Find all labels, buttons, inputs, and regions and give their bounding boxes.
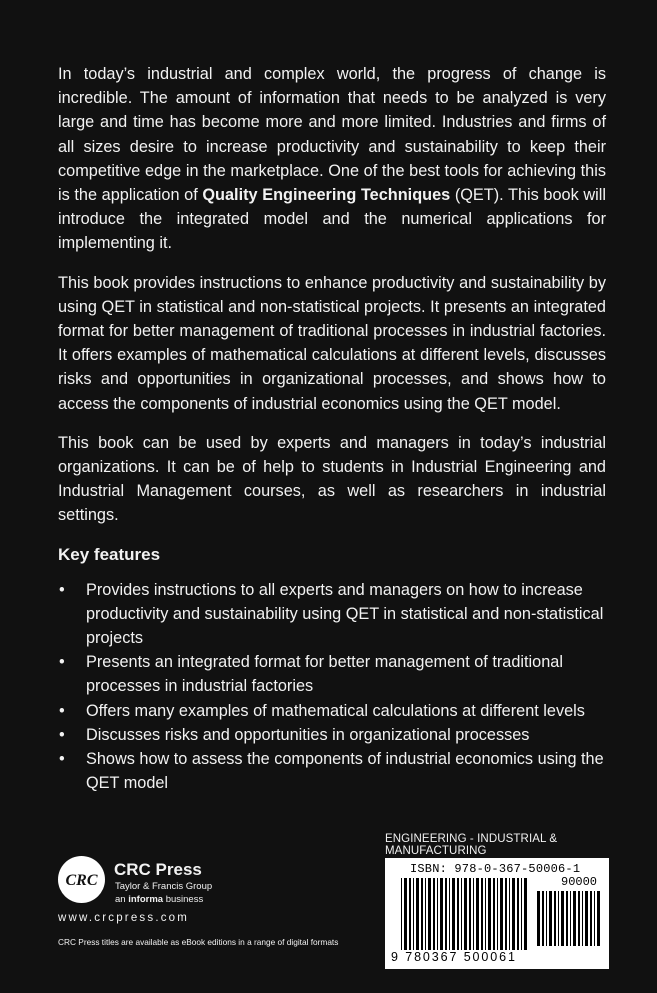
barcode-bar <box>449 878 450 950</box>
barcode-bar <box>464 878 467 950</box>
barcode-bar <box>573 891 576 946</box>
back-cover-text <box>58 62 606 795</box>
barcode-bar <box>485 878 486 950</box>
publisher-informa: an informa business <box>115 894 204 905</box>
barcode-bar <box>597 891 600 946</box>
barcode-bar <box>473 878 474 950</box>
barcode-bar <box>570 891 571 946</box>
barcode-bar <box>476 878 479 950</box>
addon-barcode-bars <box>537 891 601 946</box>
bullet-icon: • <box>59 653 65 672</box>
paragraph-audience: This book can be used by experts and managers in today’s industrial organizations. It can be of help to students in Industrial Engineering and Industrial Management courses, as well as researchers in industrial settings. <box>58 433 606 525</box>
barcode-bar <box>425 878 426 950</box>
ean-digits: 9 780367 500061 <box>391 950 517 964</box>
price-addon-label: 90000 <box>561 875 598 889</box>
bullet-icon: • <box>59 701 65 720</box>
barcode-bar <box>512 878 515 950</box>
bullet-icon: • <box>59 580 65 599</box>
list-item: • Shows how to assess the components of industrial economics using the QET model <box>58 747 606 795</box>
barcode-bar <box>497 878 498 950</box>
barcode-bar <box>558 891 559 946</box>
barcode-bar <box>445 878 447 950</box>
barcode-bar <box>524 878 527 950</box>
barcode-bar <box>409 878 411 950</box>
paragraph-intro: In today’s industrial and complex world, the progress of change is incredible. The amount of information that needs to be analyzed is very large and time has become more and more limited. Industries and firms of all sizes desire to increase productivity and sustainability to keep their competitive edge in the marketplace. One of the best tools for achieving this is the application of Quality Engineering Techniques (QET). This book will introduce the integrated model and the numerical applications for implementing it. <box>58 65 606 253</box>
barcode-bar <box>537 891 540 946</box>
barcode-bar <box>566 891 568 946</box>
barcode-bar <box>401 878 402 950</box>
barcode-bar <box>517 878 519 950</box>
publisher-name: CRC Press <box>114 860 202 879</box>
qet-bold-term: Quality Engineering Techniques <box>202 186 451 205</box>
isbn-barcode <box>385 858 609 969</box>
barcode-bar <box>505 878 507 950</box>
list-item: • Provides instructions to all experts and managers on how to increase productivity and sustainability using QET in statistical and non-statistical projects <box>58 578 606 651</box>
barcode-bar <box>546 891 547 946</box>
barcode-bar <box>582 891 583 946</box>
barcode-bar <box>578 891 580 946</box>
barcode-bar <box>488 878 491 950</box>
barcode-bar <box>542 891 544 946</box>
list-item: • Offers many examples of mathematical calculations at different levels <box>58 699 606 723</box>
bullet-icon: • <box>59 750 65 769</box>
logo-lettering: CRC <box>65 872 98 889</box>
barcode-bar <box>469 878 471 950</box>
barcode-bar <box>481 878 483 950</box>
barcode-bar <box>404 878 407 950</box>
barcode-bar <box>461 878 462 950</box>
barcode-bar <box>554 891 556 946</box>
list-item: • Discusses risks and opportunities in organizational processes <box>58 723 606 747</box>
barcode-bar <box>433 878 435 950</box>
barcode-bar <box>509 878 510 950</box>
isbn-label: ISBN: 978-0-367-50006-1 <box>410 862 581 876</box>
barcode-bar <box>440 878 443 950</box>
key-features-list <box>58 578 606 796</box>
bullet-icon: • <box>59 725 65 744</box>
barcode-bar <box>428 878 431 950</box>
barcode-bar <box>561 891 564 946</box>
ean-barcode-bars <box>401 878 529 950</box>
barcode-bar <box>457 878 459 950</box>
barcode-bar <box>594 891 595 946</box>
barcode-bar <box>590 891 592 946</box>
barcode-bar <box>437 878 438 950</box>
paragraph-book-provides: This book provides instructions to enhance productivity and sustainability by using QET in statistical and non-statistical projects. It presents an integrated format for better management of traditional processes in industrial factories. It offers examples of mathematical calculations at different levels, discusses risks and opportunities in organizational processes, and shows how to access the components of industrial economics using the QET model. <box>58 273 606 413</box>
list-item: • Presents an integrated format for better management of traditional processes in industrial factories <box>58 650 606 698</box>
barcode-bar <box>521 878 522 950</box>
publisher-url: www.crcpress.com <box>58 912 190 924</box>
barcode-bar <box>585 891 588 946</box>
barcode-bar <box>416 878 419 950</box>
ebook-note: CRC Press titles are available as eBook editions in a range of digital formats <box>58 937 339 947</box>
crc-logo-icon <box>58 856 105 903</box>
barcode-bar <box>452 878 455 950</box>
publisher-group: Taylor & Francis Group <box>115 881 213 892</box>
barcode-bar <box>421 878 423 950</box>
barcode-bar <box>500 878 503 950</box>
key-features-heading: Key features <box>58 544 161 564</box>
barcode-bar <box>549 891 552 946</box>
subject-category: ENGINEERING - INDUSTRIAL & MANUFACTURING <box>385 833 558 857</box>
barcode-bar <box>493 878 495 950</box>
barcode-bar <box>413 878 414 950</box>
